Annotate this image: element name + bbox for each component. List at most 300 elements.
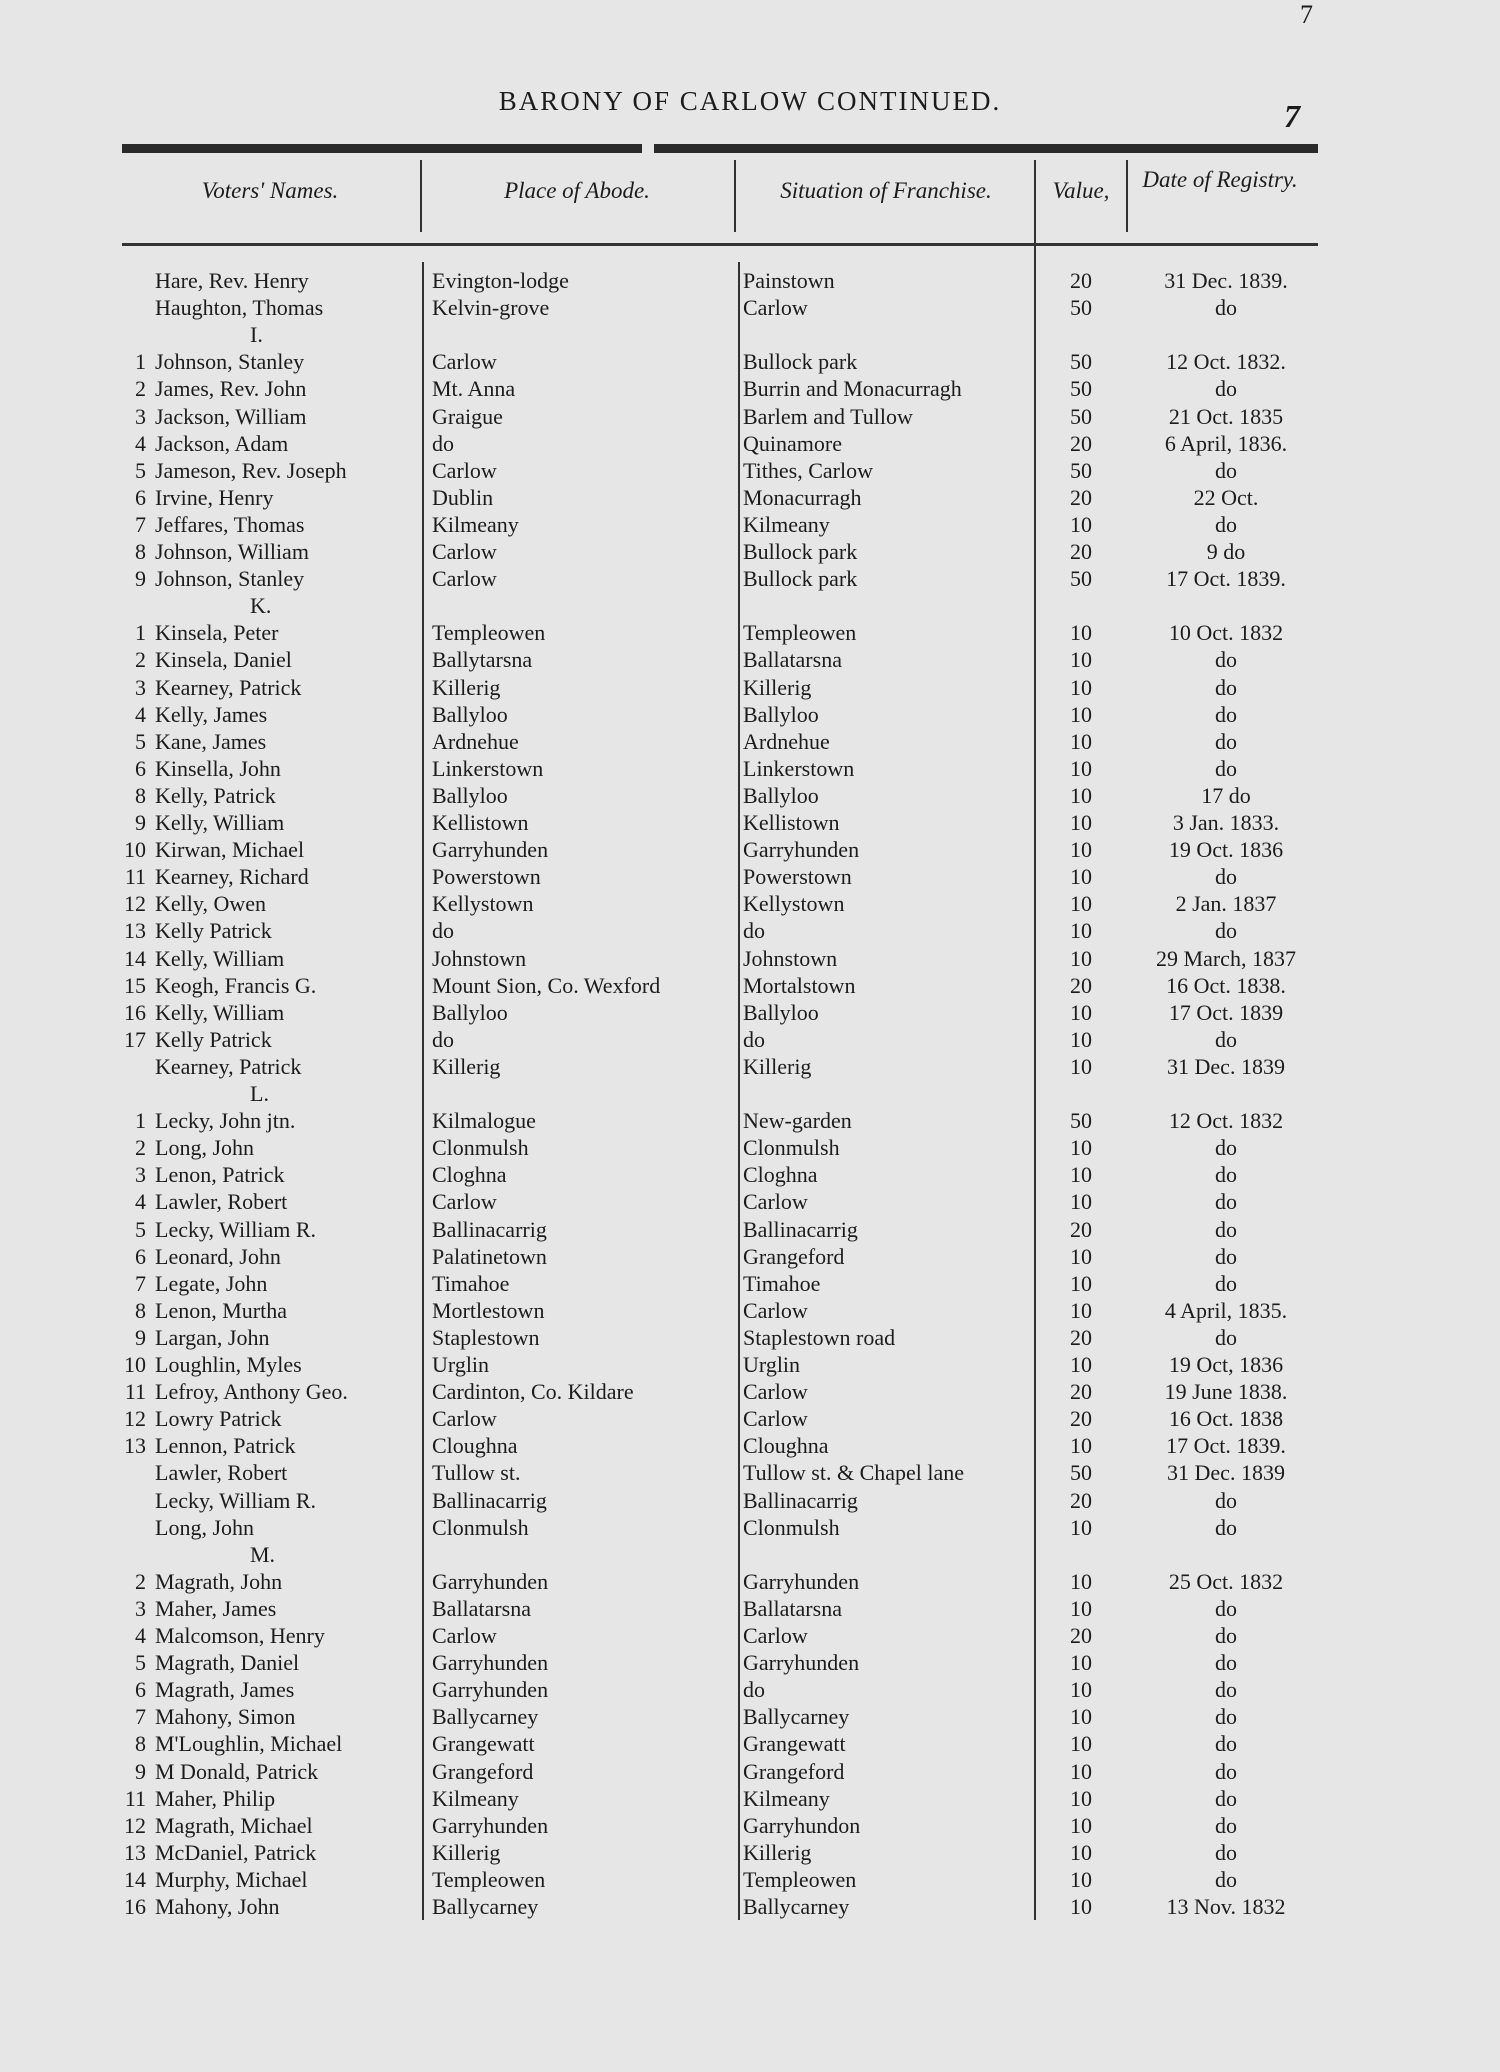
voter-row <box>0 1759 1500 1786</box>
voter-row <box>0 376 1500 403</box>
franchise-value: 50 <box>1070 1108 1092 1134</box>
franchise-situation: Burrin and Monacurragh <box>743 376 962 402</box>
place-of-abode: Killerig <box>432 1053 501 1079</box>
place-of-abode: Carlow <box>432 566 497 592</box>
row-number: 5 <box>135 457 146 483</box>
voter-row <box>0 539 1500 566</box>
franchise-situation: do <box>743 1026 765 1052</box>
voter-row <box>0 1650 1500 1677</box>
franchise-value: 10 <box>1070 1731 1092 1757</box>
place-of-abode: Timahoe <box>432 1270 510 1296</box>
voter-name: Irvine, Henry <box>155 484 274 510</box>
registry-date: do <box>1215 864 1237 890</box>
franchise-value: 10 <box>1070 511 1092 537</box>
voter-name: Lecky, John jtn. <box>155 1108 296 1134</box>
franchise-value: 10 <box>1070 1704 1092 1730</box>
place-of-abode: Cloughna <box>432 1433 518 1459</box>
row-number: 9 <box>135 1324 146 1350</box>
franchise-situation: Garryhunden <box>743 1568 860 1594</box>
row-number: 1 <box>135 1108 146 1134</box>
voter-name: Johnson, Stanley <box>155 566 305 592</box>
row-number: 5 <box>135 1216 146 1242</box>
registry-date: do <box>1215 1243 1237 1269</box>
section-letter-row <box>0 593 1500 620</box>
header-rule-right <box>654 144 1318 153</box>
franchise-value: 10 <box>1070 1866 1092 1892</box>
place-of-abode: Powerstown <box>432 864 541 890</box>
place-of-abode: Kilmeany <box>432 1785 519 1811</box>
franchise-value: 10 <box>1070 1135 1092 1161</box>
row-number: 6 <box>135 1677 146 1703</box>
voter-name: Magrath, Michael <box>155 1812 313 1838</box>
voter-name: Johnson, William <box>155 539 309 564</box>
col-divider-1 <box>420 160 422 232</box>
voter-name: Lecky, William R. <box>155 1216 317 1242</box>
voter-row <box>0 837 1500 864</box>
franchise-situation: Carlow <box>743 1379 808 1405</box>
voter-row <box>0 1054 1500 1081</box>
voter-name: Kinsella, John <box>155 755 281 781</box>
row-number: 12 <box>124 1812 146 1838</box>
voter-row <box>0 349 1500 376</box>
franchise-situation: Grangeford <box>743 1758 845 1784</box>
row-number: 4 <box>135 430 146 456</box>
row-number: 6 <box>135 755 146 781</box>
voter-row <box>0 1515 1500 1542</box>
registry-date: do <box>1215 918 1237 944</box>
registry-date: 12 Oct. 1832 <box>1168 1108 1284 1134</box>
franchise-situation: Ballyloo <box>743 782 819 808</box>
voter-row <box>0 1189 1500 1216</box>
franchise-situation: Bullock park <box>743 566 858 592</box>
franchise-value: 10 <box>1070 782 1092 808</box>
registry-date: do <box>1215 1650 1237 1676</box>
voter-row <box>0 1731 1500 1758</box>
row-number: 3 <box>135 1595 146 1621</box>
franchise-value: 20 <box>1070 1324 1092 1350</box>
franchise-situation: Grangeford <box>743 1243 845 1269</box>
registry-date: do <box>1215 1189 1237 1215</box>
place-of-abode: Carlow <box>432 349 497 375</box>
franchise-value: 50 <box>1070 566 1092 592</box>
franchise-situation: Kilmeany <box>743 511 830 537</box>
registry-date: 17 do <box>1201 782 1251 808</box>
place-of-abode: Grangeford <box>432 1758 534 1784</box>
voter-row <box>0 783 1500 810</box>
voter-row <box>0 566 1500 593</box>
voter-row <box>0 1379 1500 1406</box>
voter-name: Lefroy, Anthony Geo. <box>155 1379 348 1405</box>
franchise-situation: Bullock park <box>743 349 858 375</box>
voter-row <box>0 1704 1500 1731</box>
col-header-value: Value, <box>1052 178 1110 203</box>
franchise-situation: Ballatarsna <box>743 1595 842 1621</box>
registry-date: do <box>1215 295 1237 321</box>
franchise-value: 20 <box>1070 484 1092 510</box>
voter-row <box>0 1677 1500 1704</box>
registry-date: 16 Oct. 1838. <box>1166 972 1286 998</box>
row-number: 4 <box>135 1623 146 1648</box>
row-number: 4 <box>135 701 146 727</box>
place-of-abode: Cardinton, Co. Kildare <box>432 1379 634 1405</box>
voter-name: Jackson, William <box>155 403 307 429</box>
row-number: 13 <box>124 1433 146 1459</box>
registry-date: do <box>1215 376 1237 402</box>
voter-name: Kane, James <box>155 728 267 754</box>
franchise-value: 50 <box>1070 1460 1092 1486</box>
voter-name: Magrath, Daniel <box>155 1650 300 1676</box>
voter-row <box>0 404 1500 431</box>
franchise-situation: Garryhunden <box>743 837 860 863</box>
place-of-abode: Grangewatt <box>432 1731 535 1757</box>
franchise-situation: do <box>743 1677 765 1703</box>
voter-name: Loughlin, Myles <box>155 1352 302 1377</box>
registry-date: 31 Dec. 1839. <box>1164 268 1288 293</box>
row-number: 4 <box>135 1189 146 1215</box>
voter-row <box>0 1786 1500 1813</box>
section-letter-row <box>0 1081 1500 1108</box>
place-of-abode: Ballycarney <box>432 1704 539 1730</box>
voter-row <box>0 973 1500 1000</box>
row-number: 9 <box>135 566 146 592</box>
voter-row <box>0 1271 1500 1298</box>
franchise-situation: Carlow <box>743 1406 808 1432</box>
place-of-abode: Tullow st. <box>432 1460 521 1486</box>
franchise-situation: Kellystown <box>743 891 845 917</box>
registry-date: do <box>1215 1731 1237 1757</box>
row-number: 14 <box>124 1866 146 1892</box>
franchise-situation: Monacurragh <box>743 484 862 510</box>
voter-name: Lecky, William R. <box>155 1487 317 1513</box>
row-number: 15 <box>124 972 146 998</box>
voter-row <box>0 864 1500 891</box>
voter-name: Mahony, John <box>155 1894 280 1919</box>
place-of-abode: Carlow <box>432 457 497 483</box>
row-number: 12 <box>124 891 146 917</box>
franchise-value: 10 <box>1070 1894 1092 1919</box>
section-letter-row <box>0 1542 1500 1569</box>
section-letter: M. <box>250 1541 276 1567</box>
voter-name: Maher, Philip <box>155 1785 276 1811</box>
section-letter: L. <box>250 1081 269 1106</box>
franchise-situation: Kilmeany <box>743 1785 830 1811</box>
voter-name: Maher, James <box>155 1595 277 1621</box>
franchise-situation: do <box>743 918 765 944</box>
place-of-abode: Dublin <box>432 484 494 510</box>
voter-row <box>0 946 1500 973</box>
franchise-value: 10 <box>1070 945 1092 971</box>
place-of-abode: Linkerstown <box>432 755 544 781</box>
franchise-value: 10 <box>1070 1243 1092 1269</box>
franchise-value: 10 <box>1070 1053 1092 1079</box>
place-of-abode: Garryhunden <box>432 1568 549 1594</box>
voter-name: Kelly Patrick <box>155 1026 272 1052</box>
voter-name: Kinsela, Peter <box>155 620 279 646</box>
voter-row <box>0 647 1500 674</box>
franchise-situation: Timahoe <box>743 1270 821 1296</box>
row-number: 11 <box>124 864 146 890</box>
voter-row <box>0 1108 1500 1135</box>
voter-name: Leonard, John <box>155 1243 281 1269</box>
registry-date: do <box>1215 1135 1237 1161</box>
voter-name: Kelly, William <box>155 810 285 835</box>
registry-date: do <box>1215 1758 1237 1784</box>
voter-row <box>0 1460 1500 1487</box>
voter-name: Jackson, Adam <box>155 430 289 456</box>
place-of-abode: Kilmeany <box>432 511 519 537</box>
franchise-value: 20 <box>1070 1487 1092 1513</box>
franchise-value: 10 <box>1070 1568 1092 1594</box>
registry-date: do <box>1215 674 1237 700</box>
franchise-value: 20 <box>1070 1379 1092 1405</box>
franchise-value: 50 <box>1070 403 1092 429</box>
place-of-abode: Mt. Anna <box>432 376 516 402</box>
voter-name: Hare, Rev. Henry <box>155 268 309 293</box>
franchise-situation: Staplestown road <box>743 1324 896 1350</box>
place-of-abode: Garryhunden <box>432 1677 549 1703</box>
franchise-value: 50 <box>1070 457 1092 483</box>
voter-name: Magrath, James <box>155 1677 295 1703</box>
registry-date: 16 Oct. 1838 <box>1168 1406 1284 1432</box>
place-of-abode: Graigue <box>432 403 503 429</box>
row-number: 5 <box>135 728 146 754</box>
place-of-abode: Palatinetown <box>432 1243 547 1269</box>
registry-date: 22 Oct. <box>1193 484 1259 510</box>
voter-row <box>0 1813 1500 1840</box>
registry-date: do <box>1215 1514 1237 1540</box>
row-number: 17 <box>124 1026 146 1052</box>
voter-name: Lenon, Murtha <box>155 1297 287 1323</box>
col-divider-4 <box>1126 160 1128 232</box>
registry-date: 6 April, 1836. <box>1164 430 1288 456</box>
place-of-abode: Clonmulsh <box>432 1514 529 1540</box>
franchise-situation: Killerig <box>743 1839 812 1865</box>
voter-row <box>0 1894 1500 1921</box>
row-number: 2 <box>135 376 146 402</box>
page-number: 7 <box>1284 98 1300 134</box>
col-divider-2 <box>734 160 736 232</box>
registry-date: do <box>1215 457 1237 483</box>
row-number: 3 <box>135 403 146 429</box>
registry-date: 17 Oct. 1839. <box>1166 566 1286 592</box>
franchise-value: 10 <box>1070 1297 1092 1323</box>
registry-date: 17 Oct. 1839. <box>1166 1433 1286 1459</box>
voter-name: Kelly, Patrick <box>155 782 276 808</box>
row-number: 3 <box>135 674 146 700</box>
franchise-value: 10 <box>1070 1352 1092 1377</box>
franchise-value: 50 <box>1070 349 1092 375</box>
row-number: 8 <box>135 1297 146 1323</box>
place-of-abode: Ballinacarrig <box>432 1216 547 1242</box>
franchise-situation: Garryhunden <box>743 1650 860 1676</box>
franchise-value: 20 <box>1070 268 1092 293</box>
franchise-value: 10 <box>1070 810 1092 835</box>
franchise-value: 10 <box>1070 837 1092 863</box>
row-number: 7 <box>135 1704 146 1730</box>
franchise-value: 10 <box>1070 701 1092 727</box>
registry-date: do <box>1215 1785 1237 1811</box>
place-of-abode: Carlow <box>432 539 497 564</box>
registry-date: 19 June 1838. <box>1164 1379 1288 1405</box>
voter-name: Haughton, Thomas <box>155 295 324 321</box>
place-of-abode: Evington-lodge <box>432 268 569 293</box>
voter-name: M'Loughlin, Michael <box>155 1731 343 1757</box>
franchise-situation: Killerig <box>743 674 812 700</box>
franchise-situation: Barlem and Tullow <box>743 403 913 429</box>
voter-row <box>0 1000 1500 1027</box>
row-number: 14 <box>124 945 146 971</box>
voter-row <box>0 1162 1500 1189</box>
voter-name: M Donald, Patrick <box>155 1758 319 1784</box>
registry-date: do <box>1215 1270 1237 1296</box>
franchise-situation: Carlow <box>743 295 808 321</box>
franchise-situation: Ardnehue <box>743 728 830 754</box>
registry-date: do <box>1215 511 1237 537</box>
row-number: 9 <box>135 810 146 835</box>
row-number: 2 <box>135 1135 146 1161</box>
registry-date: do <box>1215 755 1237 781</box>
registry-date: do <box>1215 647 1237 673</box>
place-of-abode: Kilmalogue <box>432 1108 536 1134</box>
section-letter-row <box>0 322 1500 349</box>
registry-date: 4 April, 1835. <box>1164 1297 1288 1323</box>
voter-name: Long, John <box>155 1135 254 1161</box>
franchise-value: 20 <box>1070 1406 1092 1432</box>
franchise-value: 10 <box>1070 1650 1092 1676</box>
voter-row <box>0 268 1500 295</box>
row-number: 13 <box>124 1839 146 1865</box>
row-number: 16 <box>124 999 146 1025</box>
voter-name: James, Rev. John <box>155 376 307 402</box>
place-of-abode: Clonmulsh <box>432 1135 529 1161</box>
row-number: 1 <box>135 349 146 375</box>
voter-row <box>0 756 1500 783</box>
row-number: 11 <box>124 1379 146 1405</box>
row-number: 2 <box>135 647 146 673</box>
registry-date: 13 Nov. 1832 <box>1166 1894 1286 1919</box>
row-number: 8 <box>135 539 146 564</box>
voter-name: Johnson, Stanley <box>155 349 305 375</box>
place-of-abode: Staplestown <box>432 1324 540 1350</box>
franchise-situation: Clonmulsh <box>743 1514 840 1540</box>
franchise-situation: Linkerstown <box>743 755 855 781</box>
row-number: 8 <box>135 1731 146 1757</box>
registry-date: do <box>1215 1812 1237 1838</box>
franchise-value: 10 <box>1070 1189 1092 1215</box>
voter-name: Kelly, William <box>155 945 285 971</box>
franchise-situation: Carlow <box>743 1189 808 1215</box>
franchise-situation: Ballycarney <box>743 1704 850 1730</box>
registry-date: 2 Jan. 1837 <box>1175 891 1277 917</box>
franchise-value: 10 <box>1070 728 1092 754</box>
registry-date: 25 Oct. 1832 <box>1168 1568 1284 1594</box>
registry-date: do <box>1215 728 1237 754</box>
voter-row <box>0 1244 1500 1271</box>
registry-date: do <box>1215 1216 1237 1242</box>
row-number: 1 <box>135 620 146 646</box>
page-title: BARONY OF CARLOW CONTINUED. <box>498 86 1002 116</box>
col-header-date: Date of Registry. <box>1142 167 1298 192</box>
row-number: 11 <box>124 1785 146 1811</box>
voter-name: Keogh, Francis G. <box>155 972 317 998</box>
registry-date: 21 Oct. 1835 <box>1168 403 1284 429</box>
franchise-value: 50 <box>1070 376 1092 402</box>
franchise-value: 10 <box>1070 1514 1092 1540</box>
voter-row <box>0 675 1500 702</box>
place-of-abode: do <box>432 918 454 944</box>
voter-name: Kelly Patrick <box>155 918 272 944</box>
registry-date: do <box>1215 1704 1237 1730</box>
franchise-value: 10 <box>1070 620 1092 646</box>
place-of-abode: Kellystown <box>432 891 534 917</box>
franchise-situation: Templeowen <box>743 620 857 646</box>
registry-date: do <box>1215 1487 1237 1513</box>
corner-mark: 7 <box>1300 0 1313 29</box>
franchise-value: 10 <box>1070 1785 1092 1811</box>
place-of-abode: Kelvin-grove <box>432 295 550 321</box>
place-of-abode: Ballyloo <box>432 701 508 727</box>
franchise-situation: Tithes, Carlow <box>743 457 873 483</box>
franchise-situation: Ballyloo <box>743 999 819 1025</box>
voter-row <box>0 918 1500 945</box>
franchise-value: 50 <box>1070 295 1092 321</box>
voter-row <box>0 458 1500 485</box>
franchise-situation: Killerig <box>743 1053 812 1079</box>
voter-name: Mahony, Simon <box>155 1704 296 1730</box>
row-number: 7 <box>135 511 146 537</box>
section-letter: K. <box>250 593 272 619</box>
place-of-abode: Garryhunden <box>432 1812 549 1838</box>
voter-name: Legate, John <box>155 1270 268 1296</box>
franchise-situation: Carlow <box>743 1623 808 1648</box>
registry-date: do <box>1215 1595 1237 1621</box>
place-of-abode: Killerig <box>432 1839 501 1865</box>
voter-row <box>0 620 1500 647</box>
registry-date: 3 Jan. 1833. <box>1172 810 1280 835</box>
row-number: 5 <box>135 1650 146 1676</box>
franchise-situation: Grangewatt <box>743 1731 846 1757</box>
franchise-situation: Bullock park <box>743 539 858 564</box>
row-number: 7 <box>135 1270 146 1296</box>
registry-date: 17 Oct. 1839 <box>1168 999 1284 1025</box>
place-of-abode: Carlow <box>432 1189 497 1215</box>
place-of-abode: Templeowen <box>432 620 546 646</box>
registry-date: do <box>1215 1324 1237 1350</box>
place-of-abode: Ballatarsna <box>432 1595 531 1621</box>
place-of-abode: Ballinacarrig <box>432 1487 547 1513</box>
voter-name: Kirwan, Michael <box>155 837 305 863</box>
voter-row <box>0 485 1500 512</box>
registry-date: 29 March, 1837 <box>1156 945 1296 971</box>
registry-date: do <box>1215 1162 1237 1188</box>
franchise-situation: Cloghna <box>743 1162 818 1188</box>
registry-date: do <box>1215 1026 1237 1052</box>
voter-name: Kearney, Patrick <box>155 674 302 700</box>
franchise-value: 10 <box>1070 1677 1092 1703</box>
voter-row <box>0 1623 1500 1650</box>
header-rule-left <box>122 144 642 153</box>
row-number: 6 <box>135 484 146 510</box>
row-number: 6 <box>135 1243 146 1269</box>
franchise-situation: Ballinacarrig <box>743 1216 858 1242</box>
registry-date: 19 Oct, 1836 <box>1168 1352 1284 1377</box>
franchise-value: 10 <box>1070 1162 1092 1188</box>
voter-row <box>0 1298 1500 1325</box>
col-header-franchise: Situation of Franchise. <box>780 178 992 203</box>
row-number: 16 <box>124 1894 146 1919</box>
franchise-situation: Johnstown <box>743 945 838 971</box>
place-of-abode: Carlow <box>432 1623 497 1648</box>
